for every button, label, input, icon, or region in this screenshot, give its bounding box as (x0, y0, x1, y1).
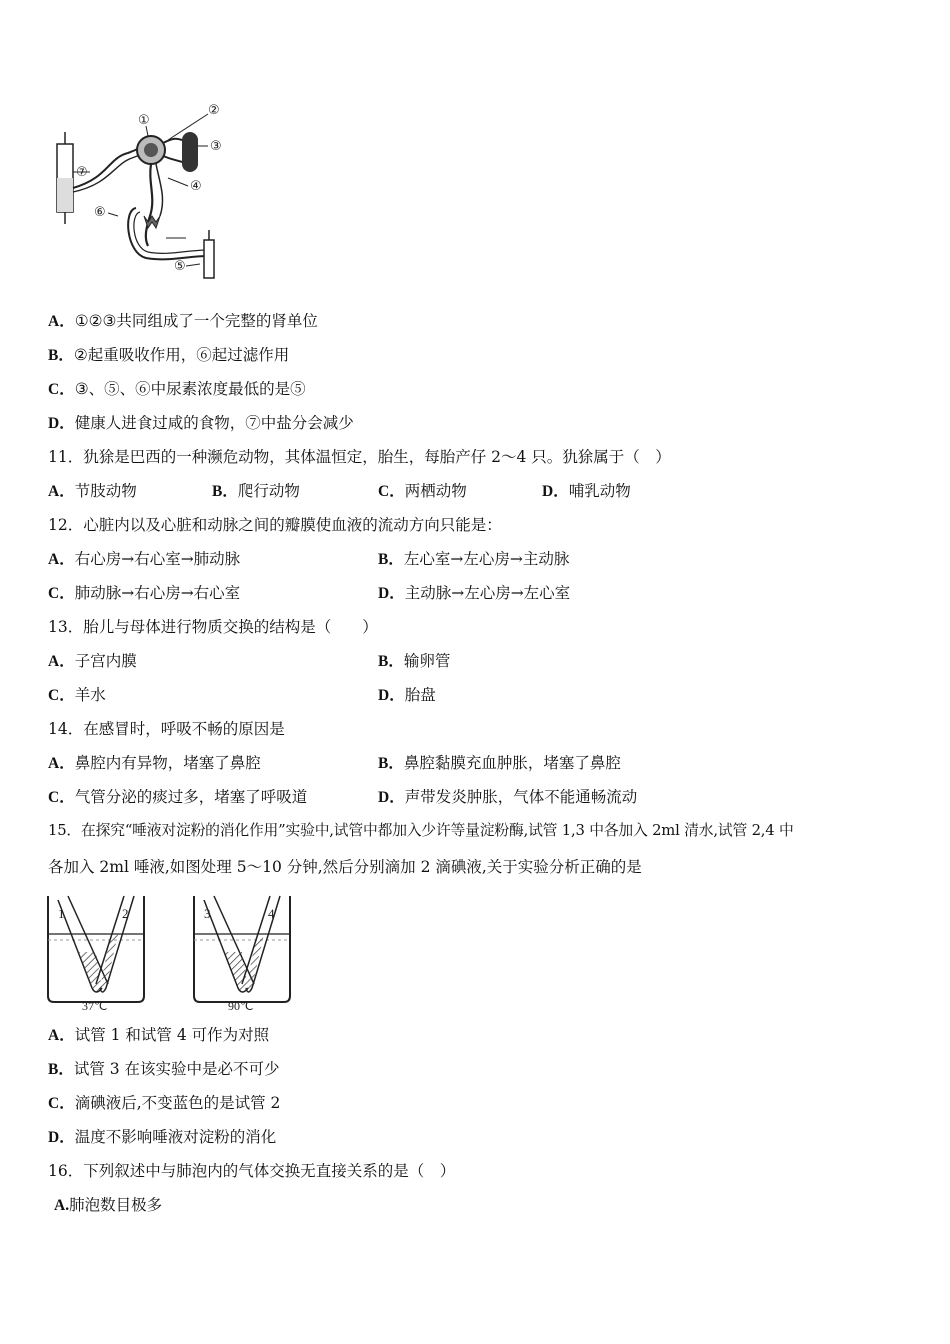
label-5: ⑤ (174, 259, 186, 274)
option-text: 右心房→右心室→肺动脉 (74, 550, 241, 568)
option-text: 肺泡数目极多 (69, 1196, 163, 1214)
option-text: 输卵管 (403, 652, 451, 670)
tube-label-3: 3 (204, 906, 211, 921)
beaker-figure (44, 888, 294, 1012)
option-letter: A． (48, 313, 75, 330)
option-letter: B． (48, 1061, 74, 1078)
option-letter: A． (48, 755, 75, 772)
q10-option-a[interactable] (48, 311, 318, 332)
q14-option-c[interactable] (48, 787, 307, 808)
q10-option-d[interactable] (48, 413, 354, 434)
temperature-90: 90℃ (228, 999, 254, 1012)
beaker-diagram (44, 888, 294, 1012)
label-2: ② (208, 103, 220, 118)
q13-option-b[interactable] (378, 651, 450, 672)
q14-option-a[interactable] (48, 753, 261, 774)
option-letter: A. (54, 1197, 70, 1214)
option-text: 羊水 (74, 686, 106, 704)
q15-option-d[interactable] (48, 1127, 276, 1148)
q15-option-b[interactable] (48, 1059, 280, 1080)
option-text: ①②③共同组成了一个完整的肾单位 (74, 312, 318, 330)
label-7: ⑦ (76, 165, 88, 180)
tube-label-1: 1 (58, 906, 65, 921)
q14-option-b[interactable] (378, 753, 621, 774)
option-letter: B． (378, 755, 404, 772)
q14-stem: 14．在感冒时，呼吸不畅的原因是 (48, 720, 285, 738)
option-letter: D． (48, 415, 75, 432)
q15-option-c[interactable] (48, 1093, 280, 1114)
option-letter: A． (48, 551, 75, 568)
q11-stem: 11．犰狳是巴西的一种濒危动物，其体温恒定，胎生，每胎产仔 2～4 只。犰狳属于（ ） (48, 448, 671, 466)
option-text: 健康人进食过咸的食物，⑦中盐分会减少 (74, 414, 354, 432)
q13-stem: 13．胎儿与母体进行物质交换的结构是（ ） (48, 618, 378, 636)
option-letter: B． (378, 653, 404, 670)
option-letter: A． (48, 1027, 75, 1044)
option-text: 两栖动物 (404, 482, 467, 500)
option-letter: B． (48, 347, 74, 364)
q11-option-c[interactable] (378, 481, 467, 502)
option-text: 试管 1 和试管 4 可作为对照 (74, 1026, 270, 1044)
option-letter: B． (212, 483, 238, 500)
option-letter: B． (378, 551, 404, 568)
option-letter: C． (48, 585, 75, 602)
q15-stem-line1: 15．在探究“唾液对淀粉的消化作用”实验中,试管中都加入少许等量淀粉酶,试管 1,3 中各加入 2ml 清水,试管 2,4 中 (48, 822, 794, 839)
option-text: 温度不影响唾液对淀粉的消化 (74, 1128, 277, 1146)
option-text: 哺乳动物 (568, 482, 631, 500)
q11-option-d[interactable] (542, 481, 631, 502)
option-text: 肺动脉→右心房→右心室 (74, 584, 241, 602)
q13-option-a[interactable] (48, 651, 137, 672)
beaker-37 (48, 896, 144, 1012)
q13-option-d[interactable] (378, 685, 436, 706)
q12-stem: 12．心脏内以及心脏和动脉之间的瓣膜使血液的流动方向只能是： (48, 516, 502, 534)
temperature-37: 37℃ (82, 999, 108, 1012)
option-text: ②起重吸收作用，⑥起过滤作用 (73, 346, 290, 364)
tube-label-4: 4 (268, 906, 275, 921)
option-text: 滴碘液后,不变蓝色的是试管 2 (74, 1094, 281, 1112)
option-text: 试管 3 在该实验中是必不可少 (73, 1060, 280, 1078)
nephron-figure (48, 98, 238, 288)
q15-option-a[interactable] (48, 1025, 269, 1046)
q14-option-d[interactable] (378, 787, 637, 808)
option-text: 子宫内膜 (74, 652, 137, 670)
q12-option-a[interactable] (48, 549, 240, 570)
beaker-90 (194, 896, 290, 1012)
option-letter: D． (48, 1129, 75, 1146)
option-letter: A． (48, 483, 75, 500)
option-letter: C． (48, 1095, 75, 1112)
option-letter: D． (378, 687, 405, 704)
q11-option-a[interactable] (48, 481, 137, 502)
q11-option-b[interactable] (212, 481, 300, 502)
option-text: 左心室→左心房→主动脉 (403, 550, 570, 568)
option-letter: C． (378, 483, 405, 500)
option-letter: C． (48, 381, 75, 398)
option-text: 主动脉→左心房→左心室 (404, 584, 571, 602)
option-text: 胎盘 (404, 686, 436, 704)
label-4: ④ (190, 179, 202, 194)
option-letter: D． (542, 483, 569, 500)
q12-option-b[interactable] (378, 549, 569, 570)
q10-option-b[interactable] (48, 345, 289, 366)
option-letter: A． (48, 653, 75, 670)
q12-option-d[interactable] (378, 583, 570, 604)
option-text: 鼻腔黏膜充血肿胀，堵塞了鼻腔 (403, 754, 621, 772)
q10-option-c[interactable] (48, 379, 306, 400)
q16-stem: 16．下列叙述中与肺泡内的气体交换无直接关系的是（ ） (48, 1162, 456, 1180)
q13-option-c[interactable] (48, 685, 106, 706)
q15-stem-line2: 各加入 2ml 唾液,如图处理 5～10 分钟,然后分别滴加 2 滴碘液,关于实验分析正确的是 (48, 858, 642, 876)
option-letter: C． (48, 789, 75, 806)
option-text: 鼻腔内有异物，堵塞了鼻腔 (74, 754, 261, 772)
q12-option-c[interactable] (48, 583, 240, 604)
nephron-diagram (48, 98, 238, 288)
label-3: ③ (210, 139, 222, 154)
label-6: ⑥ (94, 205, 106, 220)
option-text: 气管分泌的痰过多，堵塞了呼吸道 (74, 788, 308, 806)
option-text: ③、⑤、⑥中尿素浓度最低的是⑤ (74, 380, 306, 398)
option-text: 爬行动物 (237, 482, 300, 500)
option-letter: D． (378, 789, 405, 806)
option-letter: D． (378, 585, 405, 602)
tube-label-2: 2 (122, 906, 129, 921)
option-text: 节肢动物 (74, 482, 137, 500)
option-letter: C． (48, 687, 75, 704)
label-1: ① (138, 113, 150, 128)
option-text: 声带发炎肿胀，气体不能通畅流动 (404, 788, 638, 806)
q16-option-a[interactable] (54, 1195, 162, 1216)
